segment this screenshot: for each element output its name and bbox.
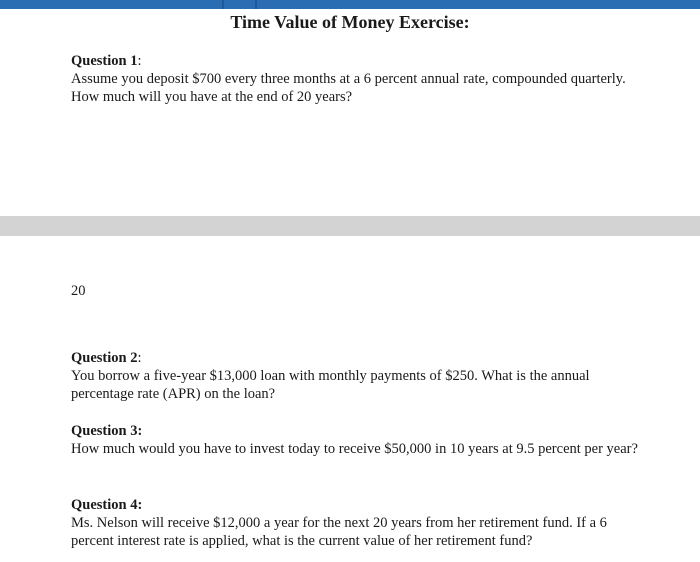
page-separator xyxy=(0,216,700,236)
question-4 xyxy=(71,496,651,550)
question-2-heading-colon: : xyxy=(137,350,142,366)
question-1-heading-colon: : xyxy=(137,53,142,69)
question-4-text: Ms. Nelson will receive $12,000 a year for the next 20 years from her retirement fund. If a 6 percent interest rate is applied, what is the current value of her retirement fund? xyxy=(71,515,607,549)
page-1 xyxy=(0,9,700,216)
question-2 xyxy=(71,349,651,403)
question-1-heading-text: Question 1 xyxy=(71,53,138,69)
question-3-text: How much would you have to invest today to receive $50,000 in 10 years at 9.5 percent per year? xyxy=(71,441,638,457)
question-2-heading xyxy=(71,349,651,367)
question-1-text: Assume you deposit $700 every three months at a 6 percent annual rate, compounded quarterly. How much will you have at the end of 20 years? xyxy=(71,71,626,105)
top-bar-notch xyxy=(222,0,224,9)
question-4-heading xyxy=(71,496,651,514)
question-2-text: You borrow a five-year $13,000 loan with monthly payments of $250. What is the annual percentage rate (APR) on the loan? xyxy=(71,368,590,402)
question-1 xyxy=(71,52,651,106)
document-title: Time Value of Money Exercise: xyxy=(230,12,470,32)
question-1-heading xyxy=(71,52,651,70)
question-3 xyxy=(71,422,651,458)
question-3-heading-text: Question 3: xyxy=(71,423,143,439)
question-3-heading xyxy=(71,422,651,440)
question-4-heading-text: Question 4: xyxy=(71,497,143,513)
question-2-heading-text: Question 2 xyxy=(71,350,138,366)
page-number: 20 xyxy=(71,283,86,299)
top-bar-notch xyxy=(255,0,257,9)
top-bar xyxy=(0,0,700,9)
